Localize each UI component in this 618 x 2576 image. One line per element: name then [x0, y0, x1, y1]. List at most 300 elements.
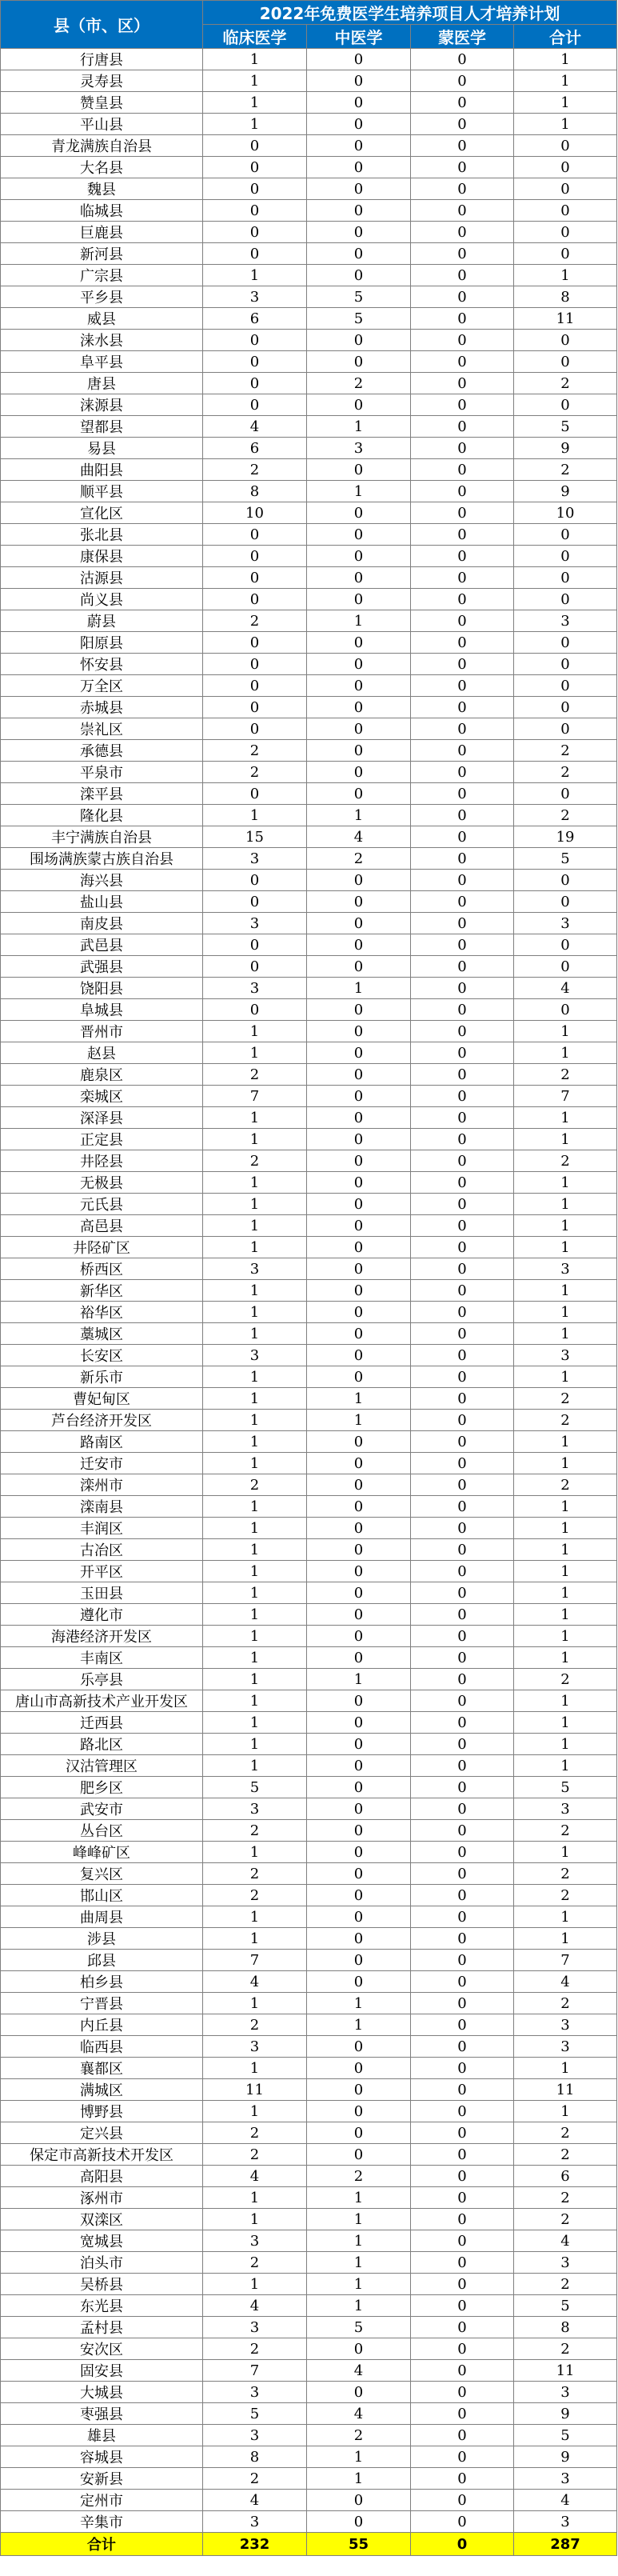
county-name: 肥乡区: [1, 1777, 203, 1798]
mongolian-count: 0: [411, 1410, 514, 1431]
tcm-count: 0: [307, 265, 411, 286]
row-total: 5: [514, 1777, 617, 1798]
row-total: 0: [514, 675, 617, 697]
row-total: 1: [514, 1734, 617, 1755]
row-total: 2: [514, 2338, 617, 2360]
tcm-count: 1: [307, 1669, 411, 1690]
county-name: 固安县: [1, 2360, 203, 2382]
row-total: 3: [514, 2382, 617, 2403]
mongolian-count: 0: [411, 2014, 514, 2036]
mongolian-count: 0: [411, 913, 514, 934]
table-row: [1, 2403, 617, 2425]
table-row: [1, 978, 617, 999]
clinical-count: 0: [203, 178, 307, 200]
table-row: [1, 1215, 617, 1237]
clinical-count: 1: [203, 1129, 307, 1150]
clinical-count: 0: [203, 632, 307, 654]
tcm-count: 0: [307, 913, 411, 934]
clinical-count: 2: [203, 2468, 307, 2490]
tcm-count: 0: [307, 1690, 411, 1712]
mongolian-count: 0: [411, 157, 514, 178]
table-row: [1, 1474, 617, 1496]
tcm-count: 1: [307, 2014, 411, 2036]
tcm-count: 3: [307, 438, 411, 459]
row-total: 2: [514, 1993, 617, 2014]
table-row: [1, 1237, 617, 1258]
table-row: [1, 114, 617, 135]
mongolian-count: 0: [411, 1561, 514, 1582]
table-row: [1, 265, 617, 286]
table-row: [1, 1561, 617, 1582]
county-name: 裕华区: [1, 1302, 203, 1323]
column-tcm: 中医学: [307, 25, 411, 49]
row-total: 0: [514, 524, 617, 546]
tcm-count: 0: [307, 1626, 411, 1647]
mongolian-count: 0: [411, 1712, 514, 1734]
mongolian-count: 0: [411, 416, 514, 438]
table-row: [1, 2079, 617, 2101]
clinical-count: 3: [203, 1345, 307, 1366]
table-row: [1, 546, 617, 567]
column-total: 合计: [514, 25, 617, 49]
row-total: 3: [514, 1798, 617, 1820]
county-name: 曹妃甸区: [1, 1388, 203, 1410]
table-row: [1, 2036, 617, 2058]
county-name: 新乐市: [1, 1366, 203, 1388]
mongolian-count: 0: [411, 1302, 514, 1323]
row-total: 1: [514, 1496, 617, 1518]
tcm-count: 0: [307, 1950, 411, 1971]
row-total: 1: [514, 1647, 617, 1669]
row-total: 0: [514, 200, 617, 222]
county-name: 路南区: [1, 1431, 203, 1453]
clinical-count: 0: [203, 654, 307, 675]
county-name: 易县: [1, 438, 203, 459]
row-total: 5: [514, 416, 617, 438]
mongolian-count: 0: [411, 114, 514, 135]
county-name: 广宗县: [1, 265, 203, 286]
clinical-count: 0: [203, 243, 307, 265]
tcm-count: 0: [307, 1755, 411, 1777]
table-row: [1, 2360, 617, 2382]
table-row: [1, 805, 617, 826]
tcm-count: 0: [307, 1129, 411, 1150]
row-total: 1: [514, 1366, 617, 1388]
county-name: 隆化县: [1, 805, 203, 826]
county-name: 海港经济开发区: [1, 1626, 203, 1647]
table-row: [1, 1150, 617, 1172]
table-row: [1, 2252, 617, 2274]
county-name: 枣强县: [1, 2403, 203, 2425]
row-total: 0: [514, 891, 617, 913]
tcm-count: 0: [307, 1280, 411, 1302]
row-total: 1: [514, 1431, 617, 1453]
county-name: 滦南县: [1, 1496, 203, 1518]
table-row: [1, 1431, 617, 1453]
mongolian-count: 0: [411, 2209, 514, 2230]
county-name: 无极县: [1, 1172, 203, 1194]
clinical-count: 1: [203, 1582, 307, 1604]
row-total: 2: [514, 2144, 617, 2166]
table-row: [1, 740, 617, 762]
mongolian-count: 0: [411, 826, 514, 848]
table-row: [1, 1885, 617, 1906]
row-total: 1: [514, 1561, 617, 1582]
table-row: [1, 1042, 617, 1064]
mongolian-count: 0: [411, 697, 514, 718]
row-total: 1: [514, 1453, 617, 1474]
clinical-count: 0: [203, 870, 307, 891]
tcm-count: 2: [307, 848, 411, 870]
tcm-count: 1: [307, 2187, 411, 2209]
tcm-count: 0: [307, 2058, 411, 2079]
county-name: 晋州市: [1, 1021, 203, 1042]
mongolian-count: 0: [411, 999, 514, 1021]
county-name: 魏县: [1, 178, 203, 200]
row-total: 1: [514, 2058, 617, 2079]
mongolian-count: 0: [411, 2511, 514, 2533]
clinical-count: 1: [203, 1690, 307, 1712]
plan-title: 2022年免费医学生培养项目人才培养计划: [203, 1, 617, 25]
county-name: 满城区: [1, 2079, 203, 2101]
tcm-count: 0: [307, 1798, 411, 1820]
county-name: 栾城区: [1, 1086, 203, 1107]
tcm-count: 1: [307, 2230, 411, 2252]
mongolian-count: 0: [411, 654, 514, 675]
table-row: [1, 416, 617, 438]
mongolian-count: 0: [411, 1518, 514, 1539]
row-total: 0: [514, 157, 617, 178]
county-name: 大城县: [1, 2382, 203, 2403]
clinical-count: 1: [203, 1366, 307, 1388]
clinical-count: 1: [203, 2274, 307, 2295]
clinical-count: 1: [203, 1431, 307, 1453]
tcm-count: 0: [307, 1604, 411, 1626]
table-row: [1, 373, 617, 394]
clinical-count: 1: [203, 1561, 307, 1582]
tcm-count: 0: [307, 1042, 411, 1064]
tcm-count: 4: [307, 2403, 411, 2425]
table-row: [1, 610, 617, 632]
tcm-count: 0: [307, 1928, 411, 1950]
clinical-count: 0: [203, 394, 307, 416]
row-total: 0: [514, 934, 617, 956]
clinical-count: 3: [203, 2382, 307, 2403]
row-total: 0: [514, 243, 617, 265]
clinical-count: 6: [203, 438, 307, 459]
table-row: [1, 1950, 617, 1971]
mongolian-count: 0: [411, 848, 514, 870]
tcm-count: 0: [307, 1366, 411, 1388]
clinical-count: 1: [203, 2058, 307, 2079]
county-name: 孟村县: [1, 2317, 203, 2338]
tcm-count: 0: [307, 524, 411, 546]
clinical-count: 4: [203, 1971, 307, 1993]
county-name: 阜城县: [1, 999, 203, 1021]
tcm-count: 0: [307, 1971, 411, 1993]
tcm-count: 0: [307, 697, 411, 718]
county-name: 平山县: [1, 114, 203, 135]
mongolian-count: 0: [411, 546, 514, 567]
row-total: 1: [514, 49, 617, 70]
row-total: 8: [514, 286, 617, 308]
total-clinical: 232: [203, 2533, 307, 2556]
mongolian-count: 0: [411, 1798, 514, 1820]
county-name: 大名县: [1, 157, 203, 178]
table-row: [1, 1086, 617, 1107]
tcm-count: 0: [307, 351, 411, 373]
row-total: 8: [514, 2317, 617, 2338]
table-row: [1, 2230, 617, 2252]
clinical-count: 2: [203, 2252, 307, 2274]
county-name: 蔚县: [1, 610, 203, 632]
total-label: 合计: [1, 2533, 203, 2556]
table-row: [1, 2490, 617, 2511]
row-total: 1: [514, 1194, 617, 1215]
clinical-count: 1: [203, 114, 307, 135]
table-row: [1, 222, 617, 243]
row-total: 1: [514, 1237, 617, 1258]
row-total: 1: [514, 1280, 617, 1302]
mongolian-count: 0: [411, 222, 514, 243]
mongolian-count: 0: [411, 891, 514, 913]
row-total: 3: [514, 2511, 617, 2533]
county-name: 盐山县: [1, 891, 203, 913]
tcm-count: 0: [307, 1582, 411, 1604]
mongolian-count: 0: [411, 2079, 514, 2101]
row-total: 7: [514, 1950, 617, 1971]
clinical-count: 1: [203, 1734, 307, 1755]
clinical-count: 1: [203, 1712, 307, 1734]
clinical-count: 3: [203, 286, 307, 308]
table-body: [1, 49, 617, 2533]
table-row: [1, 956, 617, 978]
clinical-count: 5: [203, 1777, 307, 1798]
tcm-count: 0: [307, 157, 411, 178]
clinical-count: 4: [203, 2295, 307, 2317]
table-footer: [1, 2533, 617, 2556]
county-name: 阜平县: [1, 351, 203, 373]
county-name: 东光县: [1, 2295, 203, 2317]
county-name: 唐山市高新技术产业开发区: [1, 1690, 203, 1712]
tcm-count: 5: [307, 308, 411, 330]
table-row: [1, 1582, 617, 1604]
row-total: 0: [514, 956, 617, 978]
county-name: 赞皇县: [1, 92, 203, 114]
tcm-count: 0: [307, 330, 411, 351]
tcm-count: 0: [307, 2101, 411, 2122]
mongolian-count: 0: [411, 589, 514, 610]
tcm-count: 1: [307, 2274, 411, 2295]
tcm-count: 0: [307, 2036, 411, 2058]
mongolian-count: 0: [411, 1107, 514, 1129]
mongolian-count: 0: [411, 1971, 514, 1993]
clinical-count: 1: [203, 1647, 307, 1669]
tcm-count: 2: [307, 2425, 411, 2446]
county-name: 开平区: [1, 1561, 203, 1582]
tcm-count: 1: [307, 610, 411, 632]
clinical-count: 11: [203, 2079, 307, 2101]
mongolian-count: 0: [411, 243, 514, 265]
mongolian-count: 0: [411, 1669, 514, 1690]
clinical-count: 2: [203, 1474, 307, 1496]
table-row: [1, 1604, 617, 1626]
county-name: 临西县: [1, 2036, 203, 2058]
table-row: [1, 351, 617, 373]
mongolian-count: 0: [411, 740, 514, 762]
mongolian-count: 0: [411, 956, 514, 978]
tcm-count: 0: [307, 1647, 411, 1669]
clinical-count: 1: [203, 1194, 307, 1215]
row-total: 1: [514, 1129, 617, 1150]
mongolian-count: 0: [411, 49, 514, 70]
mongolian-count: 0: [411, 459, 514, 481]
row-total: 2: [514, 805, 617, 826]
mongolian-count: 0: [411, 1021, 514, 1042]
tcm-count: 0: [307, 999, 411, 1021]
table-row: [1, 848, 617, 870]
clinical-count: 4: [203, 2166, 307, 2187]
mongolian-count: 0: [411, 2101, 514, 2122]
tcm-count: 0: [307, 2144, 411, 2166]
tcm-count: 2: [307, 373, 411, 394]
county-name: 宁晋县: [1, 1993, 203, 2014]
tcm-count: 0: [307, 114, 411, 135]
table-row: [1, 1906, 617, 1928]
clinical-count: 1: [203, 2187, 307, 2209]
clinical-count: 1: [203, 1215, 307, 1237]
county-name: 威县: [1, 308, 203, 330]
row-total: 1: [514, 1626, 617, 1647]
tcm-count: 1: [307, 481, 411, 502]
row-total: 2: [514, 1388, 617, 1410]
county-name: 平乡县: [1, 286, 203, 308]
table-row: [1, 1302, 617, 1323]
mongolian-count: 0: [411, 632, 514, 654]
table-row: [1, 1172, 617, 1194]
mongolian-count: 0: [411, 1042, 514, 1064]
table-row: [1, 1712, 617, 1734]
county-name: 涞源县: [1, 394, 203, 416]
clinical-count: 1: [203, 1496, 307, 1518]
tcm-count: 0: [307, 934, 411, 956]
row-total: 1: [514, 70, 617, 92]
tcm-count: 1: [307, 1410, 411, 1431]
tcm-count: 0: [307, 891, 411, 913]
clinical-count: 1: [203, 805, 307, 826]
table-row: [1, 632, 617, 654]
row-total: 5: [514, 848, 617, 870]
table-row: [1, 1777, 617, 1798]
clinical-count: 3: [203, 2511, 307, 2533]
tcm-count: 0: [307, 1842, 411, 1863]
row-total: 4: [514, 2490, 617, 2511]
tcm-count: 0: [307, 1021, 411, 1042]
tcm-count: 0: [307, 1258, 411, 1280]
clinical-count: 0: [203, 330, 307, 351]
row-total: 11: [514, 2360, 617, 2382]
tcm-count: 0: [307, 1194, 411, 1215]
county-name: 丰宁满族自治县: [1, 826, 203, 848]
clinical-count: 2: [203, 610, 307, 632]
mongolian-count: 0: [411, 502, 514, 524]
county-name: 滦州市: [1, 1474, 203, 1496]
mongolian-count: 0: [411, 934, 514, 956]
mongolian-count: 0: [411, 1626, 514, 1647]
tcm-count: 0: [307, 135, 411, 157]
table-row: [1, 1971, 617, 1993]
county-name: 怀安县: [1, 654, 203, 675]
tcm-count: 0: [307, 1215, 411, 1237]
row-total: 0: [514, 718, 617, 740]
mongolian-count: 0: [411, 2317, 514, 2338]
tcm-count: 0: [307, 1734, 411, 1755]
clinical-count: 0: [203, 524, 307, 546]
clinical-count: 1: [203, 1172, 307, 1194]
county-name: 桥西区: [1, 1258, 203, 1280]
clinical-count: 1: [203, 1518, 307, 1539]
row-total: 11: [514, 308, 617, 330]
tcm-count: 1: [307, 2209, 411, 2230]
tcm-count: 1: [307, 2446, 411, 2468]
mongolian-count: 0: [411, 373, 514, 394]
tcm-count: 0: [307, 200, 411, 222]
tcm-count: 0: [307, 718, 411, 740]
table-row: [1, 567, 617, 589]
row-total: 2: [514, 1474, 617, 1496]
county-name: 正定县: [1, 1129, 203, 1150]
row-total: 0: [514, 654, 617, 675]
tcm-count: 0: [307, 1518, 411, 1539]
total-row: [1, 2533, 617, 2556]
row-total: 2: [514, 1863, 617, 1885]
clinical-count: 4: [203, 416, 307, 438]
table-row: [1, 70, 617, 92]
mongolian-count: 0: [411, 1777, 514, 1798]
county-name: 张北县: [1, 524, 203, 546]
table-row: [1, 1626, 617, 1647]
tcm-count: 0: [307, 1712, 411, 1734]
mongolian-count: 0: [411, 308, 514, 330]
row-total: 2: [514, 1410, 617, 1431]
tcm-count: 0: [307, 92, 411, 114]
table-row: [1, 459, 617, 481]
row-total: 3: [514, 610, 617, 632]
clinical-count: 0: [203, 589, 307, 610]
table-row: [1, 675, 617, 697]
mongolian-count: 0: [411, 2295, 514, 2317]
row-total: 1: [514, 1302, 617, 1323]
table-row: [1, 200, 617, 222]
tcm-count: 0: [307, 2382, 411, 2403]
mongolian-count: 0: [411, 2468, 514, 2490]
clinical-count: 1: [203, 2209, 307, 2230]
row-total: 1: [514, 1755, 617, 1777]
county-name: 辛集市: [1, 2511, 203, 2533]
clinical-count: 0: [203, 157, 307, 178]
table-row: [1, 2317, 617, 2338]
county-name: 井陉矿区: [1, 1237, 203, 1258]
row-total: 0: [514, 632, 617, 654]
tcm-count: 4: [307, 2360, 411, 2382]
table-row: [1, 1928, 617, 1950]
county-name: 新华区: [1, 1280, 203, 1302]
clinical-count: 3: [203, 848, 307, 870]
mongolian-count: 0: [411, 200, 514, 222]
row-total: 0: [514, 330, 617, 351]
row-total: 0: [514, 870, 617, 891]
row-total: 6: [514, 2166, 617, 2187]
